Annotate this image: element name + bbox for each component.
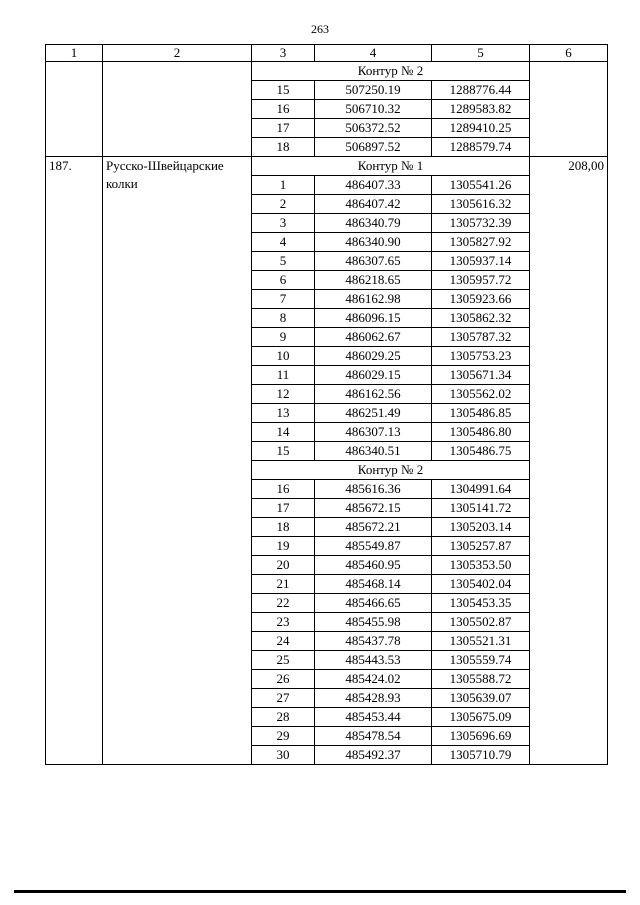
entry-name-cell	[103, 62, 252, 157]
entry-number: 187.	[46, 157, 103, 765]
point-number: 3	[252, 214, 315, 233]
point-number: 8	[252, 309, 315, 328]
coord-x: 485424.02	[315, 670, 432, 689]
coord-x: 506897.52	[315, 138, 432, 157]
column-header-5: 5	[432, 45, 530, 62]
point-number: 13	[252, 404, 315, 423]
coord-x: 486096.15	[315, 309, 432, 328]
coord-x: 486340.51	[315, 442, 432, 461]
entry-area: 208,00	[530, 157, 608, 765]
coord-x: 486029.25	[315, 347, 432, 366]
point-number: 30	[252, 746, 315, 765]
coord-y: 1305486.75	[432, 442, 530, 461]
coord-y: 1305787.32	[432, 328, 530, 347]
column-header-4: 4	[315, 45, 432, 62]
coord-y: 1305502.87	[432, 613, 530, 632]
coord-x: 485437.78	[315, 632, 432, 651]
coord-y: 1289583.82	[432, 100, 530, 119]
coord-y: 1305486.85	[432, 404, 530, 423]
coord-y: 1305710.79	[432, 746, 530, 765]
point-number: 14	[252, 423, 315, 442]
coord-x: 485460.95	[315, 556, 432, 575]
coord-x: 486407.42	[315, 195, 432, 214]
coord-y: 1305203.14	[432, 518, 530, 537]
coord-x: 485478.54	[315, 727, 432, 746]
coord-y: 1305521.31	[432, 632, 530, 651]
coord-y: 1305675.09	[432, 708, 530, 727]
entry-area-cell	[530, 62, 608, 157]
coord-y: 1305257.87	[432, 537, 530, 556]
coord-x: 485443.53	[315, 651, 432, 670]
coord-x: 485466.65	[315, 594, 432, 613]
coord-x: 486307.65	[315, 252, 432, 271]
point-number: 24	[252, 632, 315, 651]
point-number: 26	[252, 670, 315, 689]
column-header-1: 1	[46, 45, 103, 62]
point-number: 18	[252, 518, 315, 537]
coord-y: 1289410.25	[432, 119, 530, 138]
coord-x: 486251.49	[315, 404, 432, 423]
point-number: 15	[252, 442, 315, 461]
point-number: 4	[252, 233, 315, 252]
coord-y: 1288776.44	[432, 81, 530, 100]
coord-x: 486162.98	[315, 290, 432, 309]
point-number: 20	[252, 556, 315, 575]
point-number: 28	[252, 708, 315, 727]
coord-y: 1305827.92	[432, 233, 530, 252]
coordinates-table	[45, 44, 608, 765]
point-number: 10	[252, 347, 315, 366]
coord-x: 485549.87	[315, 537, 432, 556]
coord-x: 486340.79	[315, 214, 432, 233]
point-number: 2	[252, 195, 315, 214]
coord-y: 1305141.72	[432, 499, 530, 518]
entry-number-cell	[46, 62, 103, 157]
coord-x: 485455.98	[315, 613, 432, 632]
coord-y: 1305541.26	[432, 176, 530, 195]
coord-x: 485672.15	[315, 499, 432, 518]
point-number: 16	[252, 100, 315, 119]
coord-x: 486029.15	[315, 366, 432, 385]
coord-y: 1305353.50	[432, 556, 530, 575]
point-number: 22	[252, 594, 315, 613]
point-number: 21	[252, 575, 315, 594]
point-number: 15	[252, 81, 315, 100]
coord-y: 1305696.69	[432, 727, 530, 746]
coord-y: 1305671.34	[432, 366, 530, 385]
point-number: 11	[252, 366, 315, 385]
coord-y: 1288579.74	[432, 138, 530, 157]
column-header-3: 3	[252, 45, 315, 62]
coord-y: 1304991.64	[432, 480, 530, 499]
point-number: 9	[252, 328, 315, 347]
contour-label: Контур № 2	[252, 62, 530, 81]
coord-y: 1305732.39	[432, 214, 530, 233]
header-row	[46, 45, 608, 62]
point-number: 16	[252, 480, 315, 499]
coord-y: 1305937.14	[432, 252, 530, 271]
column-header-2: 2	[103, 45, 252, 62]
point-number: 5	[252, 252, 315, 271]
contour-label: Контур № 1	[252, 157, 530, 176]
coord-x: 486307.13	[315, 423, 432, 442]
coord-y: 1305957.72	[432, 271, 530, 290]
coord-y: 1305588.72	[432, 670, 530, 689]
coord-y: 1305616.32	[432, 195, 530, 214]
contour-header-row	[46, 62, 608, 81]
coord-x: 506372.52	[315, 119, 432, 138]
coord-x: 506710.32	[315, 100, 432, 119]
coord-x: 507250.19	[315, 81, 432, 100]
point-number: 7	[252, 290, 315, 309]
bottom-rule	[14, 890, 626, 893]
point-number: 12	[252, 385, 315, 404]
coord-x: 485453.44	[315, 708, 432, 727]
point-number: 29	[252, 727, 315, 746]
column-header-6: 6	[530, 45, 608, 62]
coord-x: 485672.21	[315, 518, 432, 537]
coord-x: 485616.36	[315, 480, 432, 499]
coord-x: 486407.33	[315, 176, 432, 195]
coord-x: 486218.65	[315, 271, 432, 290]
coord-y: 1305453.35	[432, 594, 530, 613]
coord-x: 485492.37	[315, 746, 432, 765]
point-number: 17	[252, 499, 315, 518]
point-number: 27	[252, 689, 315, 708]
point-number: 6	[252, 271, 315, 290]
entry-name: Русско-Швейцарские колки	[103, 157, 252, 765]
coord-x: 485428.93	[315, 689, 432, 708]
coord-y: 1305559.74	[432, 651, 530, 670]
contour-header-row	[46, 157, 608, 176]
coord-y: 1305862.32	[432, 309, 530, 328]
point-number: 1	[252, 176, 315, 195]
coord-x: 486162.56	[315, 385, 432, 404]
coord-y: 1305562.02	[432, 385, 530, 404]
page-number: 263	[311, 22, 329, 36]
coord-y: 1305753.23	[432, 347, 530, 366]
coord-y: 1305639.07	[432, 689, 530, 708]
point-number: 23	[252, 613, 315, 632]
point-number: 25	[252, 651, 315, 670]
point-number: 19	[252, 537, 315, 556]
coord-y: 1305923.66	[432, 290, 530, 309]
coord-y: 1305486.80	[432, 423, 530, 442]
point-number: 18	[252, 138, 315, 157]
point-number: 17	[252, 119, 315, 138]
contour-label: Контур № 2	[252, 461, 530, 480]
coord-x: 486340.90	[315, 233, 432, 252]
coord-y: 1305402.04	[432, 575, 530, 594]
coord-x: 485468.14	[315, 575, 432, 594]
coord-x: 486062.67	[315, 328, 432, 347]
